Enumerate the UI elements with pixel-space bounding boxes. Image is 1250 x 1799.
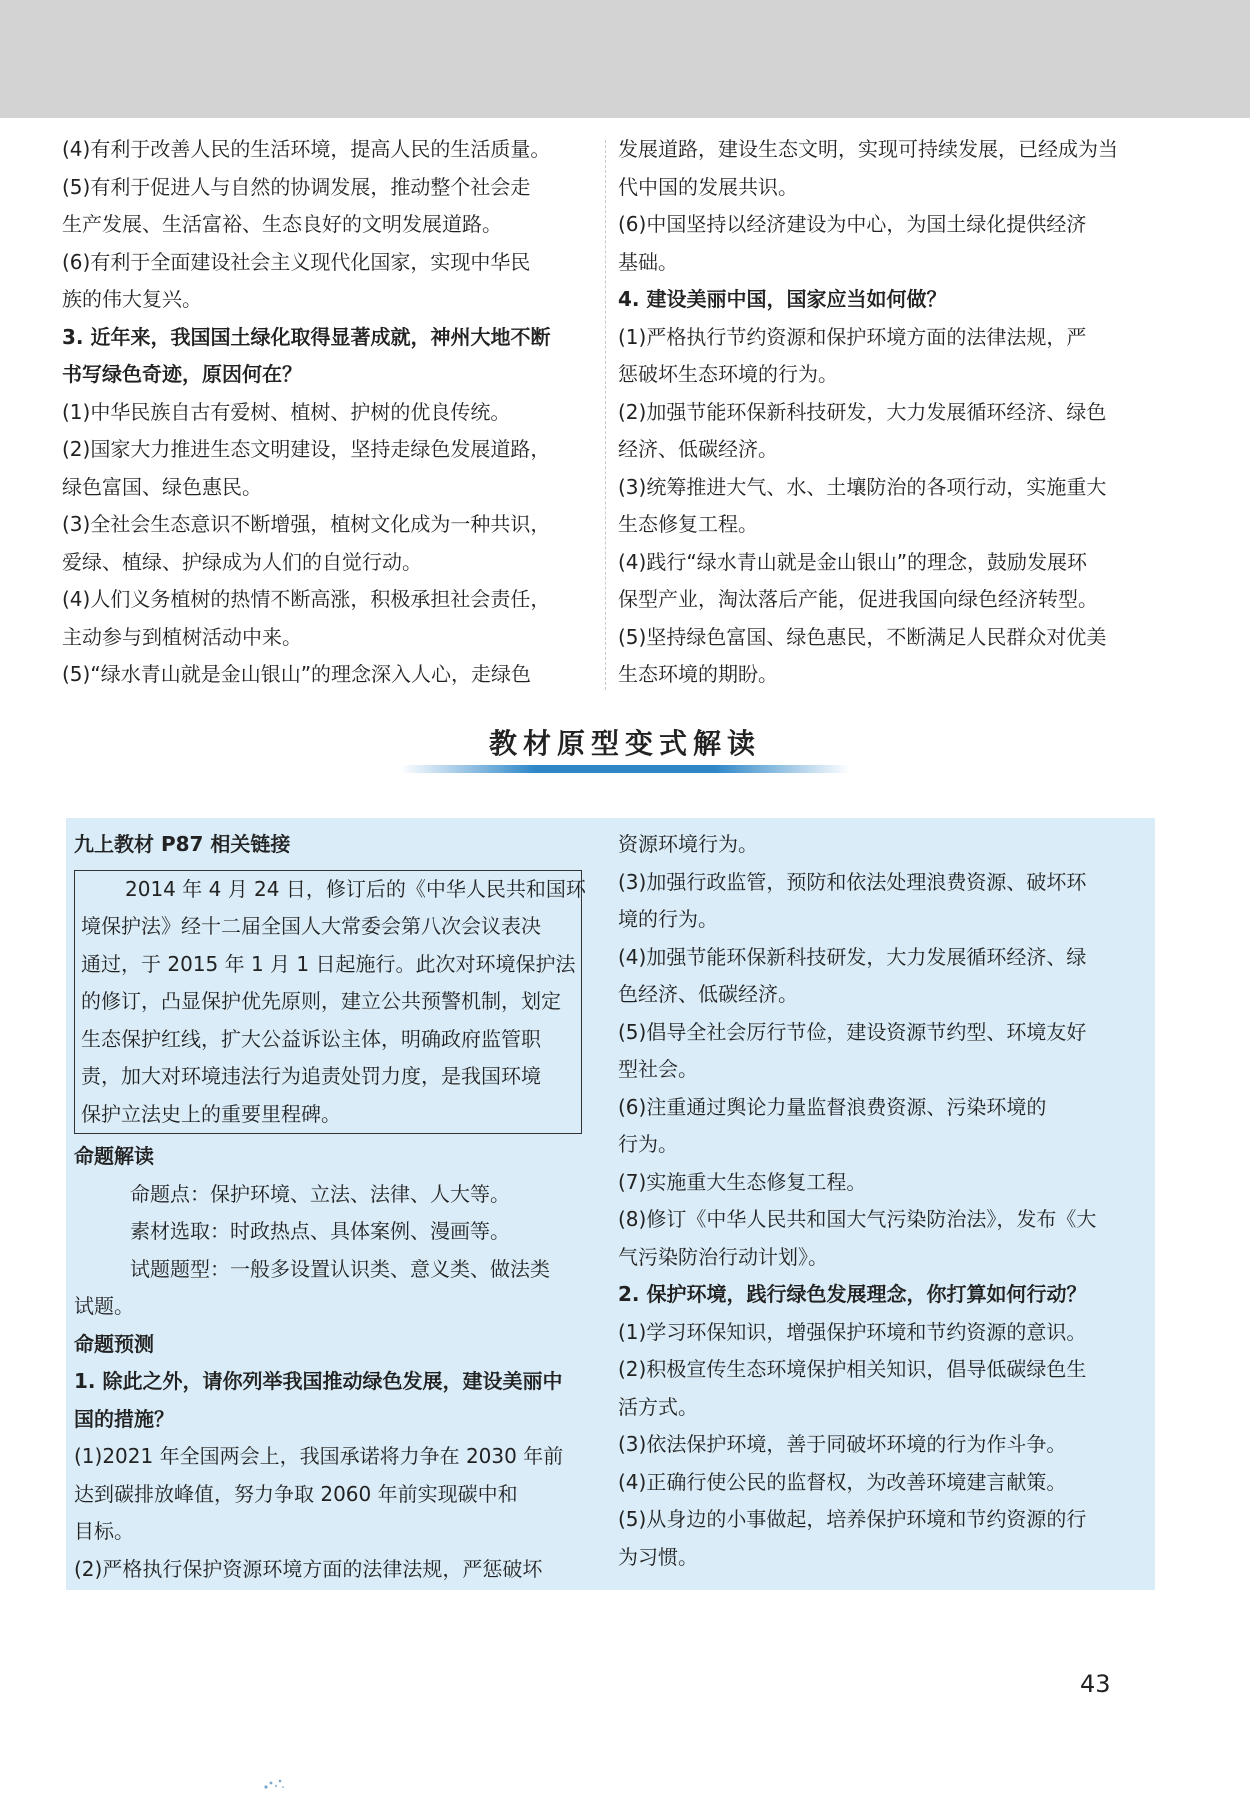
answer-line: (3)加强行政监管，预防和依法处理浪费资源、破坏环: [618, 869, 1087, 894]
text-line: (4)有利于改善人民的生活环境，提高人民的生活质量。: [62, 137, 551, 161]
quote-line: 2014 年 4 月 24 日，修订后的《中华人民共和国环: [125, 876, 586, 901]
text-line: 生态修复工程。: [618, 512, 758, 536]
quote-line: 境保护法》经十二届全国人大常委会第八次会议表决: [81, 914, 541, 938]
text-line: 发展道路，建设生态文明，实现可持续发展，已经成为当: [618, 137, 1118, 161]
answer-line: (4)正确行使公民的监督权，为改善环境建言献策。: [618, 1469, 1067, 1494]
header-bar: [0, 0, 1250, 118]
link-title: 九上教材 P87 相关链接: [74, 832, 291, 856]
answer-line: 型社会。: [618, 1057, 698, 1081]
text-line: 生态环境的期盼。: [618, 662, 778, 686]
decorative-dots-icon: [262, 1775, 286, 1791]
text-line: (6)有利于全面建设社会主义现代化国家，实现中华民: [62, 249, 531, 274]
text-line: (5)有利于促进人与自然的协调发展，推动整个社会走: [62, 174, 531, 199]
question-4: 4. 建设美丽中国，国家应当如何做？: [618, 287, 947, 311]
text-line: 基础。: [618, 249, 678, 274]
text-line: (1)中华民族自古有爱树、植树、护树的优良传统。: [62, 399, 511, 424]
section-title: 教材原型变式解读: [488, 727, 761, 760]
text-line: 经济、低碳经济。: [618, 437, 778, 461]
answer-line: 气污染防治行动计划》。: [618, 1244, 828, 1269]
text-line: (4)践行“绿水青山就是金山银山”的理念，鼓励发展环: [618, 549, 1088, 574]
question-3-cont: 书写绿色奇迹，原因何在？: [62, 362, 302, 386]
question-1: 1. 除此之外，请你列举我国推动绿色发展，建设美丽中: [74, 1369, 563, 1393]
quote-line: 生态保护红线，扩大公益诉讼主体，明确政府监管职: [81, 1026, 541, 1051]
quote-box: [74, 870, 586, 1135]
answer-line: 为习惯。: [618, 1544, 698, 1569]
text-line: (4)人们义务植树的热情不断高涨，积极承担社会责任，: [62, 587, 551, 611]
text-line: (3)全社会生态意识不断增强，植树文化成为一种共识，: [62, 512, 551, 536]
answer-line: (4)加强节能环保新科技研发，大力发展循环经济、绿: [618, 944, 1087, 969]
page-number: 43: [1080, 1670, 1111, 1698]
text-line: 代中国的发展共识。: [618, 174, 798, 199]
answer-line: 境的行为。: [618, 907, 718, 931]
quote-line: 保护立法史上的重要里程碑。: [81, 1101, 341, 1126]
predict-title: 命题预测: [74, 1331, 154, 1356]
bottom-right-column: [618, 826, 1153, 1576]
question-3: 3. 近年来，我国国土绿化取得显著成就，神州大地不断: [62, 324, 551, 349]
text-line: 爱绿、植绿、护绿成为人们的自觉行动。: [62, 549, 422, 574]
analysis-title: 命题解读: [74, 1144, 154, 1168]
answer-line: (8)修订《中华人民共和国大气污染防治法》，发布《大: [618, 1207, 1097, 1231]
answer-line: (2)严格执行保护资源环境方面的法律法规，严惩破坏: [74, 1556, 543, 1581]
answer-line: (7)实施重大生态修复工程。: [618, 1169, 867, 1194]
text-line: (1)严格执行节约资源和保护环境方面的法律法规，严: [618, 324, 1087, 349]
analysis-line: 试题题型：一般多设置认识类、意义类、做法类: [130, 1256, 550, 1281]
answer-line: 活方式。: [618, 1394, 698, 1419]
text-line: 生产发展、生活富裕、生态良好的文明发展道路。: [62, 212, 502, 236]
top-left-column: [62, 131, 597, 694]
text-line: (6)中国坚持以经济建设为中心，为国土绿化提供经济: [618, 212, 1087, 236]
column-divider: [605, 140, 606, 690]
quote-line: 的修订，凸显保护优先原则，建立公共预警机制，划定: [81, 989, 561, 1013]
answer-line: 目标。: [74, 1519, 134, 1543]
answer-line: (6)注重通过舆论力量监督浪费资源、污染环境的: [618, 1094, 1047, 1119]
text-line: 绿色富国、绿色惠民。: [62, 474, 262, 499]
analysis-line: 命题点：保护环境、立法、法律、人大等。: [130, 1181, 510, 1206]
top-right-column: [618, 131, 1153, 694]
answer-line: 达到碳排放峰值，努力争取 2060 年前实现碳中和: [74, 1481, 518, 1506]
bottom-left-column: [74, 826, 604, 1588]
quote-line: 通过，于 2015 年 1 月 1 日起施行。此次对环境保护法: [81, 951, 576, 976]
text-line: (2)加强节能环保新科技研发，大力发展循环经济、绿色: [618, 399, 1107, 424]
text-line: 惩破坏生态环境的行为。: [618, 362, 838, 386]
section-title-underline: [400, 765, 850, 773]
question-2: 2. 保护环境，践行绿色发展理念，你打算如何行动？: [618, 1282, 1087, 1306]
answer-line: (5)从身边的小事做起，培养保护环境和节约资源的行: [618, 1507, 1087, 1531]
answer-line: (2)积极宣传生态环境保护相关知识，倡导低碳绿色生: [618, 1357, 1087, 1381]
text-line: (2)国家大力推进生态文明建设，坚持走绿色发展道路，: [62, 437, 551, 461]
question-1-cont: 国的措施？: [74, 1406, 174, 1431]
text-line: (5)坚持绿色富国、绿色惠民，不断满足人民群众对优美: [618, 624, 1107, 649]
text-line: 保型产业，淘汰落后产能，促进我国向绿色经济转型。: [618, 587, 1098, 611]
answer-line: 色经济、低碳经济。: [618, 982, 798, 1006]
answer-line: (3)依法保护环境，善于同破坏环境的行为作斗争。: [618, 1432, 1067, 1456]
answer-line: (1)2021 年全国两会上，我国承诺将力争在 2030 年前: [74, 1444, 564, 1468]
text-line: 族的伟大复兴。: [62, 287, 202, 311]
text-line: (3)统筹推进大气、水、土壤防治的各项行动，实施重大: [618, 474, 1107, 499]
quote-line: 责，加大对环境违法行为追责处罚力度，是我国环境: [81, 1064, 541, 1088]
analysis-line: 素材选取：时政热点、具体案例、漫画等。: [130, 1219, 510, 1243]
answer-line: 资源环境行为。: [618, 832, 758, 856]
text-line: (5)“绿水青山就是金山银山”的理念深入人心，走绿色: [62, 662, 532, 686]
text-line: 主动参与到植树活动中来。: [62, 624, 302, 649]
answer-line: (5)倡导全社会厉行节俭，建设资源节约型、环境友好: [618, 1019, 1087, 1044]
analysis-line: 试题。: [74, 1294, 134, 1318]
answer-line: (1)学习环保知识，增强保护环境和节约资源的意识。: [618, 1319, 1087, 1344]
answer-line: 行为。: [618, 1132, 678, 1156]
